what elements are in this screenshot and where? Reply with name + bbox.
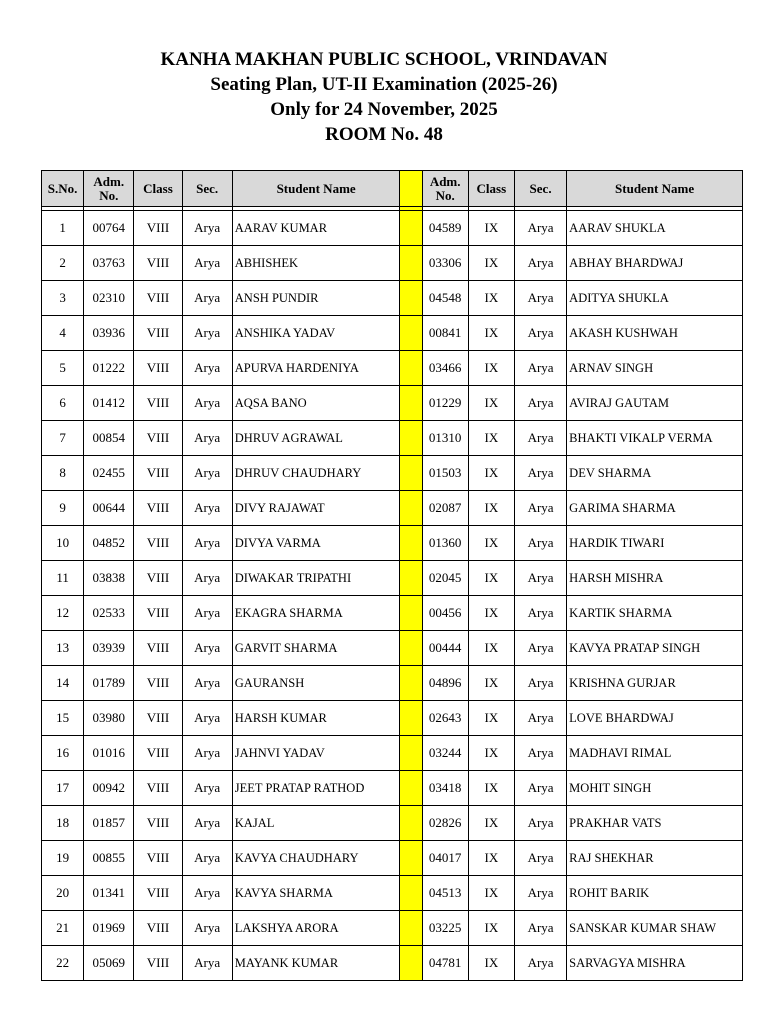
right-class: IX <box>468 211 514 246</box>
serial-number: 19 <box>42 841 84 876</box>
right-class: IX <box>468 771 514 806</box>
right-student-name: LOVE BHARDWAJ <box>567 701 743 736</box>
right-section: Arya <box>514 911 566 946</box>
table-row <box>42 841 743 876</box>
right-section: Arya <box>514 561 566 596</box>
left-adm-no: 02533 <box>84 596 134 631</box>
separator-cell <box>400 351 422 386</box>
left-class: VIII <box>134 701 182 736</box>
right-section: Arya <box>514 421 566 456</box>
separator-cell <box>400 911 422 946</box>
serial-number: 17 <box>42 771 84 806</box>
separator-cell <box>400 211 422 246</box>
left-student-name: DIVYA VARMA <box>232 526 400 561</box>
left-class: VIII <box>134 281 182 316</box>
table-row <box>42 526 743 561</box>
left-student-name: GAURANSH <box>232 666 400 701</box>
separator-cell <box>400 386 422 421</box>
left-section: Arya <box>182 316 232 351</box>
separator-column <box>400 171 422 207</box>
serial-number: 18 <box>42 806 84 841</box>
left-section: Arya <box>182 876 232 911</box>
left-adm-no: 00764 <box>84 211 134 246</box>
left-section: Arya <box>182 911 232 946</box>
table-body <box>42 207 743 981</box>
left-student-name: JEET PRATAP RATHOD <box>232 771 400 806</box>
serial-number: 3 <box>42 281 84 316</box>
right-adm-no: 01360 <box>422 526 468 561</box>
right-adm-no: 04896 <box>422 666 468 701</box>
separator-cell <box>400 771 422 806</box>
left-class: VIII <box>134 246 182 281</box>
right-student-name: KRISHNA GURJAR <box>567 666 743 701</box>
left-section: Arya <box>182 946 232 981</box>
right-class: IX <box>468 456 514 491</box>
col-header-name-left: Student Name <box>232 171 400 207</box>
right-student-name: MOHIT SINGH <box>567 771 743 806</box>
left-student-name: KAVYA CHAUDHARY <box>232 841 400 876</box>
right-section: Arya <box>514 736 566 771</box>
table-row <box>42 701 743 736</box>
right-class: IX <box>468 561 514 596</box>
serial-number: 8 <box>42 456 84 491</box>
left-adm-no: 03838 <box>84 561 134 596</box>
col-header-sec-left: Sec. <box>182 171 232 207</box>
right-student-name: AARAV SHUKLA <box>567 211 743 246</box>
right-student-name: KAVYA PRATAP SINGH <box>567 631 743 666</box>
right-class: IX <box>468 701 514 736</box>
left-adm-no: 03936 <box>84 316 134 351</box>
right-adm-no: 01229 <box>422 386 468 421</box>
left-student-name: KAVYA SHARMA <box>232 876 400 911</box>
right-adm-no: 04017 <box>422 841 468 876</box>
right-section: Arya <box>514 386 566 421</box>
left-class: VIII <box>134 666 182 701</box>
right-section: Arya <box>514 771 566 806</box>
separator-cell <box>400 561 422 596</box>
right-class: IX <box>468 421 514 456</box>
right-adm-no: 02087 <box>422 491 468 526</box>
right-student-name: AVIRAJ GAUTAM <box>567 386 743 421</box>
right-class: IX <box>468 386 514 421</box>
left-class: VIII <box>134 841 182 876</box>
table-row <box>42 211 743 246</box>
right-class: IX <box>468 491 514 526</box>
right-student-name: RAJ SHEKHAR <box>567 841 743 876</box>
left-class: VIII <box>134 386 182 421</box>
serial-number: 21 <box>42 911 84 946</box>
right-student-name: GARIMA SHARMA <box>567 491 743 526</box>
separator-cell <box>400 491 422 526</box>
left-section: Arya <box>182 281 232 316</box>
left-section: Arya <box>182 771 232 806</box>
right-adm-no: 03225 <box>422 911 468 946</box>
left-student-name: EKAGRA SHARMA <box>232 596 400 631</box>
right-class: IX <box>468 736 514 771</box>
serial-number: 12 <box>42 596 84 631</box>
left-student-name: ABHISHEK <box>232 246 400 281</box>
left-student-name: GARVIT SHARMA <box>232 631 400 666</box>
right-student-name: MADHAVI RIMAL <box>567 736 743 771</box>
left-class: VIII <box>134 491 182 526</box>
left-adm-no: 05069 <box>84 946 134 981</box>
right-section: Arya <box>514 596 566 631</box>
left-class: VIII <box>134 806 182 841</box>
serial-number: 7 <box>42 421 84 456</box>
separator-cell <box>400 701 422 736</box>
right-adm-no: 02826 <box>422 806 468 841</box>
left-section: Arya <box>182 491 232 526</box>
left-student-name: HARSH KUMAR <box>232 701 400 736</box>
left-section: Arya <box>182 351 232 386</box>
left-section: Arya <box>182 736 232 771</box>
col-header-name-right: Student Name <box>567 171 743 207</box>
left-section: Arya <box>182 806 232 841</box>
serial-number: 9 <box>42 491 84 526</box>
left-student-name: DHRUV AGRAWAL <box>232 421 400 456</box>
serial-number: 20 <box>42 876 84 911</box>
right-student-name: BHAKTI VIKALP VERMA <box>567 421 743 456</box>
right-student-name: SARVAGYA MISHRA <box>567 946 743 981</box>
right-student-name: ARNAV SINGH <box>567 351 743 386</box>
right-section: Arya <box>514 631 566 666</box>
separator-cell <box>400 246 422 281</box>
col-header-class-right: Class <box>468 171 514 207</box>
table-row <box>42 351 743 386</box>
left-student-name: JAHNVI YADAV <box>232 736 400 771</box>
left-section: Arya <box>182 666 232 701</box>
left-student-name: LAKSHYA ARORA <box>232 911 400 946</box>
separator-cell <box>400 596 422 631</box>
right-section: Arya <box>514 666 566 701</box>
table-row <box>42 561 743 596</box>
left-adm-no: 04852 <box>84 526 134 561</box>
left-student-name: MAYANK KUMAR <box>232 946 400 981</box>
separator-cell <box>400 631 422 666</box>
left-adm-no: 01412 <box>84 386 134 421</box>
left-adm-no: 03980 <box>84 701 134 736</box>
left-adm-no: 01222 <box>84 351 134 386</box>
right-adm-no: 01310 <box>422 421 468 456</box>
left-class: VIII <box>134 561 182 596</box>
serial-number: 6 <box>42 386 84 421</box>
serial-number: 16 <box>42 736 84 771</box>
table-row <box>42 911 743 946</box>
right-student-name: KARTIK SHARMA <box>567 596 743 631</box>
serial-number: 22 <box>42 946 84 981</box>
left-adm-no: 01016 <box>84 736 134 771</box>
left-class: VIII <box>134 946 182 981</box>
left-class: VIII <box>134 736 182 771</box>
right-student-name: SANSKAR KUMAR SHAW <box>567 911 743 946</box>
right-student-name: ROHIT BARIK <box>567 876 743 911</box>
right-adm-no: 04513 <box>422 876 468 911</box>
table-row <box>42 876 743 911</box>
exam-title: Seating Plan, UT-II Examination (2025-26) <box>210 74 558 95</box>
left-student-name: DIWAKAR TRIPATHI <box>232 561 400 596</box>
right-class: IX <box>468 351 514 386</box>
left-student-name: ANSHIKA YADAV <box>232 316 400 351</box>
left-adm-no: 02310 <box>84 281 134 316</box>
right-adm-no: 03466 <box>422 351 468 386</box>
serial-number: 1 <box>42 211 84 246</box>
separator-cell <box>400 876 422 911</box>
right-adm-no: 04548 <box>422 281 468 316</box>
right-class: IX <box>468 281 514 316</box>
serial-number: 2 <box>42 246 84 281</box>
left-adm-no: 01341 <box>84 876 134 911</box>
left-class: VIII <box>134 211 182 246</box>
table-row <box>42 316 743 351</box>
right-class: IX <box>468 841 514 876</box>
left-adm-no: 00644 <box>84 491 134 526</box>
separator-cell <box>400 666 422 701</box>
left-class: VIII <box>134 911 182 946</box>
left-section: Arya <box>182 596 232 631</box>
right-adm-no: 00456 <box>422 596 468 631</box>
right-section: Arya <box>514 316 566 351</box>
right-student-name: PRAKHAR VATS <box>567 806 743 841</box>
left-class: VIII <box>134 526 182 561</box>
exam-date: Only for 24 November, 2025 <box>270 99 498 120</box>
right-student-name: AKASH KUSHWAH <box>567 316 743 351</box>
left-adm-no: 00854 <box>84 421 134 456</box>
right-section: Arya <box>514 281 566 316</box>
table-row <box>42 771 743 806</box>
table-row <box>42 806 743 841</box>
left-section: Arya <box>182 246 232 281</box>
serial-number: 11 <box>42 561 84 596</box>
serial-number: 15 <box>42 701 84 736</box>
right-class: IX <box>468 246 514 281</box>
left-student-name: AQSA BANO <box>232 386 400 421</box>
right-class: IX <box>468 911 514 946</box>
right-section: Arya <box>514 211 566 246</box>
left-section: Arya <box>182 421 232 456</box>
table-row <box>42 631 743 666</box>
left-section: Arya <box>182 456 232 491</box>
left-section: Arya <box>182 631 232 666</box>
right-class: IX <box>468 876 514 911</box>
separator-cell <box>400 526 422 561</box>
left-class: VIII <box>134 876 182 911</box>
right-student-name: ABHAY BHARDWAJ <box>567 246 743 281</box>
col-header-sno: S.No. <box>42 171 84 207</box>
left-adm-no: 01789 <box>84 666 134 701</box>
left-section: Arya <box>182 561 232 596</box>
left-class: VIII <box>134 631 182 666</box>
right-section: Arya <box>514 351 566 386</box>
school-name: KANHA MAKHAN PUBLIC SCHOOL, VRINDAVAN <box>160 49 608 70</box>
table-row <box>42 596 743 631</box>
left-class: VIII <box>134 421 182 456</box>
left-class: VIII <box>134 596 182 631</box>
right-section: Arya <box>514 526 566 561</box>
left-class: VIII <box>134 456 182 491</box>
room-number: ROOM No. 48 <box>325 124 443 145</box>
right-student-name: HARDIK TIWARI <box>567 526 743 561</box>
table-row <box>42 666 743 701</box>
separator-cell <box>400 841 422 876</box>
left-adm-no: 01969 <box>84 911 134 946</box>
left-class: VIII <box>134 316 182 351</box>
left-section: Arya <box>182 841 232 876</box>
left-adm-no: 02455 <box>84 456 134 491</box>
left-class: VIII <box>134 351 182 386</box>
left-adm-no: 03763 <box>84 246 134 281</box>
right-adm-no: 02643 <box>422 701 468 736</box>
table-row <box>42 421 743 456</box>
right-section: Arya <box>514 246 566 281</box>
right-adm-no: 00444 <box>422 631 468 666</box>
right-adm-no: 02045 <box>422 561 468 596</box>
col-header-class-left: Class <box>134 171 182 207</box>
left-section: Arya <box>182 701 232 736</box>
left-section: Arya <box>182 211 232 246</box>
right-class: IX <box>468 596 514 631</box>
right-section: Arya <box>514 491 566 526</box>
separator-cell <box>400 281 422 316</box>
document-header <box>0 47 768 147</box>
right-adm-no: 03418 <box>422 771 468 806</box>
right-class: IX <box>468 316 514 351</box>
left-student-name: DHRUV CHAUDHARY <box>232 456 400 491</box>
left-student-name: AARAV KUMAR <box>232 211 400 246</box>
right-adm-no: 04781 <box>422 946 468 981</box>
table-row <box>42 456 743 491</box>
separator-cell <box>400 316 422 351</box>
right-section: Arya <box>514 806 566 841</box>
separator-cell <box>400 736 422 771</box>
left-section: Arya <box>182 526 232 561</box>
right-adm-no: 00841 <box>422 316 468 351</box>
table-row <box>42 491 743 526</box>
serial-number: 5 <box>42 351 84 386</box>
right-class: IX <box>468 806 514 841</box>
seating-table <box>41 170 743 981</box>
right-section: Arya <box>514 841 566 876</box>
table-header-row <box>42 171 743 207</box>
left-adm-no: 03939 <box>84 631 134 666</box>
separator-cell <box>400 456 422 491</box>
right-class: IX <box>468 946 514 981</box>
right-class: IX <box>468 526 514 561</box>
table-row <box>42 246 743 281</box>
table-row <box>42 386 743 421</box>
serial-number: 13 <box>42 631 84 666</box>
col-header-adm-right: Adm. No. <box>422 171 468 207</box>
left-section: Arya <box>182 386 232 421</box>
right-student-name: HARSH MISHRA <box>567 561 743 596</box>
left-student-name: KAJAL <box>232 806 400 841</box>
table-row <box>42 281 743 316</box>
left-student-name: ANSH PUNDIR <box>232 281 400 316</box>
table-row <box>42 736 743 771</box>
separator-cell <box>400 946 422 981</box>
right-section: Arya <box>514 946 566 981</box>
right-adm-no: 03244 <box>422 736 468 771</box>
right-class: IX <box>468 631 514 666</box>
right-class: IX <box>468 666 514 701</box>
right-student-name: ADITYA SHUKLA <box>567 281 743 316</box>
right-section: Arya <box>514 456 566 491</box>
right-student-name: DEV SHARMA <box>567 456 743 491</box>
table-row <box>42 946 743 981</box>
right-section: Arya <box>514 876 566 911</box>
col-header-sec-right: Sec. <box>514 171 566 207</box>
left-student-name: DIVY RAJAWAT <box>232 491 400 526</box>
serial-number: 14 <box>42 666 84 701</box>
left-adm-no: 00855 <box>84 841 134 876</box>
separator-cell <box>400 806 422 841</box>
right-section: Arya <box>514 701 566 736</box>
right-adm-no: 01503 <box>422 456 468 491</box>
serial-number: 4 <box>42 316 84 351</box>
left-adm-no: 00942 <box>84 771 134 806</box>
right-adm-no: 04589 <box>422 211 468 246</box>
left-student-name: APURVA HARDENIYA <box>232 351 400 386</box>
serial-number: 10 <box>42 526 84 561</box>
left-adm-no: 01857 <box>84 806 134 841</box>
left-class: VIII <box>134 771 182 806</box>
col-header-adm-left: Adm. No. <box>84 171 134 207</box>
separator-cell <box>400 421 422 456</box>
right-adm-no: 03306 <box>422 246 468 281</box>
